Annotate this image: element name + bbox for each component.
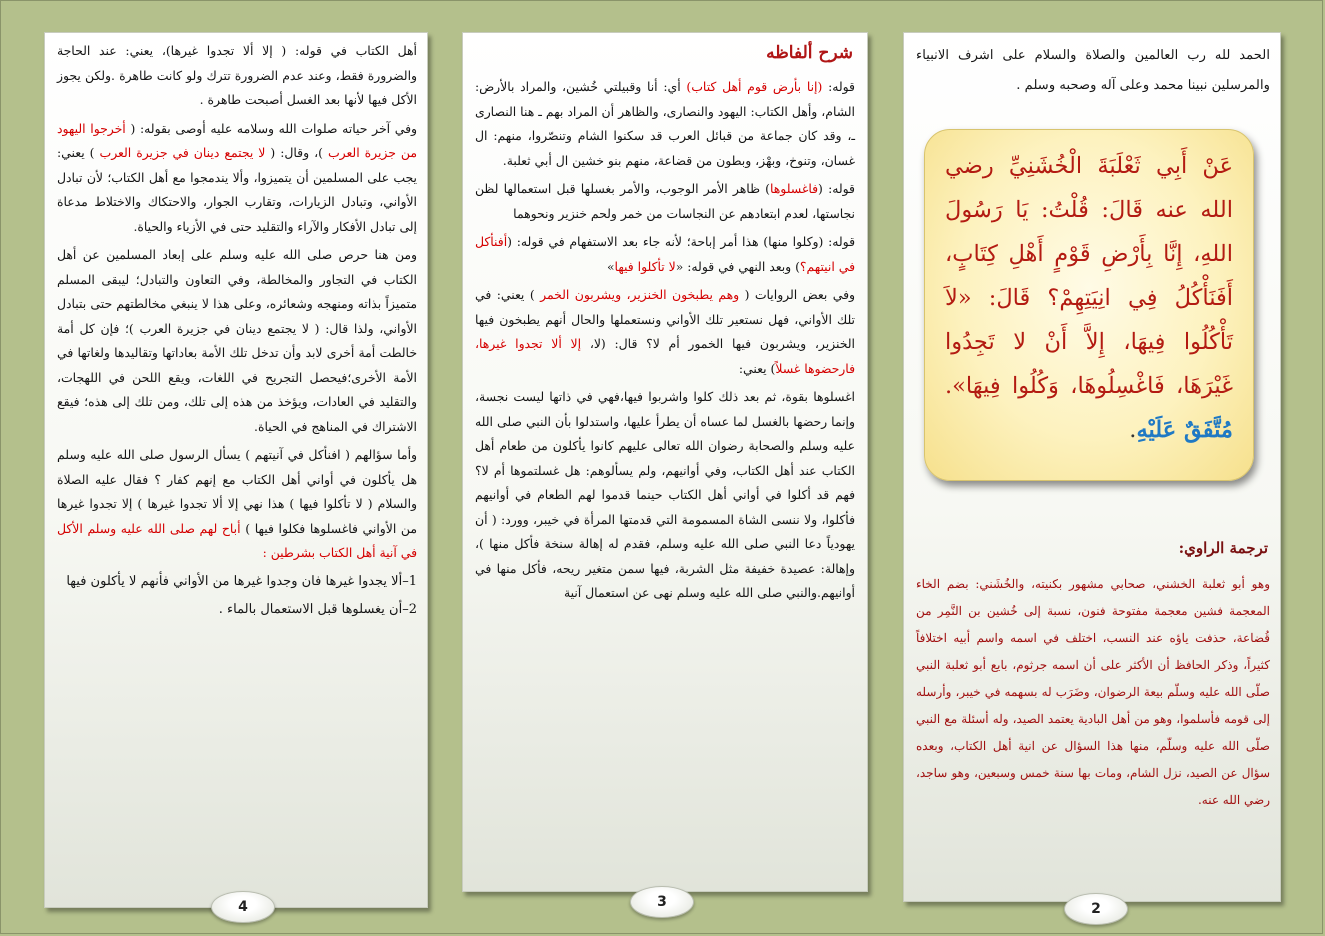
- page-3-para-2: [475, 177, 855, 226]
- page-3-para-5: اغسلوها بقوة، ثم بعد ذلك كلوا واشربوا فيها،فهي في ذاتها ليست نجسة، وإنما رحضها بالغسل لما عساه أن يطرأ عليها، واستدلوا بأن النبي صلى الله عليه وسلم والصحابة رضوان الله تعالى عليهم كانوا يأكلون من طعام أهل الكتاب عند أهل الكتاب، وفي أوانيهم، ولم يسألوهم: هل غسلتموها أم لا؟ فهم قد أكلوا في أواني أهل الكتاب حينما قدموا لهم الطعام في أوانيهم فأكلوا، ولا ننسى الشاة المسمومة التي قدمتها المرأة في خيبر، وورد: ( أن يهودياً دعا النبي صلى الله عليه وسلم، فقدم له إهالة سنخة فأكل منها )، وإهالة: عصيدة خفيفة مثل الشربة، فيها سمن متغير ريحه، فأكل منها في أوانيهم.والنبي صلى الله عليه وسلم نهى عن استعمال آنية: [475, 389, 855, 600]
- page-2-panel: [903, 32, 1281, 902]
- page-3-para-4: [475, 283, 855, 381]
- page-2-intro: الحمد لله رب العالمين والصلاة والسلام على اشرف الانبياء والمرسلين نبينا محمد وعلى آله وصحبه وسلم .: [916, 48, 1270, 93]
- hadith-quote: لا يجتمع دينان في جزيرة العرب: [99, 145, 266, 160]
- hadith-text: عَنْ أَبِي ثَعْلَبَةَ الْخُشَنِيِّ رضي الله عنه قَالَ: قُلْتُ: يَا رَسُولَ اللهِ، إِنَّا بِأَرْضِ قَوْمٍ أَهْلِ كِتَابٍ، أَفَنَأْكُلُ فِي انِيَتِهِمْ؟ قَالَ: «لاَ تَأْكُلُوا فِيهَا، إِلاَّ أَنْ لا تَجِدُوا غَيْرَهَا، فَاغْسِلُوهَا، وَكُلُوا فِيهَا».: [945, 153, 1233, 399]
- hadith-source: مُتَّفَقٌ عَلَيْهِ: [1136, 417, 1233, 443]
- page-4-panel: [44, 32, 428, 908]
- quoted-phrase: (إنا بأرض قوم أهل كتاب): [686, 79, 823, 94]
- hadith-box: [924, 129, 1254, 481]
- page-3-para-1: [475, 75, 855, 173]
- quoted-phrase: لا تأكلوا فيها: [614, 258, 676, 274]
- text-segment: ) ظاهر الأمر الوجوب، والأمر بغسلها قبل استعمالها لظن نجاستها، لعدم ابتعادهم عن النجاسات من خمر ولحم خنزير ونحوهما: [475, 181, 855, 221]
- source-period: .: [1129, 417, 1137, 443]
- page-3-para-3: [475, 230, 855, 279]
- quoted-phrase: إلا ألا تجدوا غيرها، فارحضوها غسلاً: [475, 336, 855, 376]
- quoted-phrase: أفنأكل في انيتهم؟: [475, 234, 855, 274]
- page-4-text: [57, 39, 417, 627]
- page-number-3: 3: [630, 886, 694, 918]
- bio-heading: ترجمة الراوي:: [1178, 539, 1268, 557]
- text-segment: ) يعني: يجب على المسلمين أن يتميزوا، وألا يندمجوا مع أهل الكتاب؛ لأن تبادل الأواني، وتبادل الزيارات، وتقارب الجوار، والاحتكاك والاختلاط مدعاة إلى تبادل الأفكار والآراء والتقليد حتى في الأزياء والحياة.: [57, 145, 417, 234]
- quoted-phrase: وهم يطبخون الخنزير، ويشربون الخمر: [540, 287, 740, 302]
- page-4-para-4: [57, 443, 417, 566]
- text-segment: قوله: (وكلوا منها) هذا أمر إباحة؛ لأنه جاء بعد الاستفهام في قوله: (: [507, 234, 855, 249]
- page-4-para-2: [57, 117, 417, 240]
- text-segment: وفي بعض الروايات (: [744, 287, 855, 302]
- page-4-para-3: ومن هنا حرص صلى الله عليه وسلم على إبعاد المسلمين عن أهل الكتاب في التجاور والمخالطة، وفي التعاون والتبادل؛ ليبقى المسلم متميزاً بذاته ومنهجه وشعائره، وعلى هذا لا ينبغي مخالطتهم حتى بتبادل الأواني، ولذا قال: ( لا يجتمع دينان في جزيرة العرب )؛ فإن كل أمة خالطت أمة أخرى لابد وأن تدخل تلك الأمة بعاداتها وتقاليدها ولغاتها في الأمة الأخرى؛فيحصل التجريح في اللغات، ويقع اللحن في اللهجات، والتقليد في العادات، ويؤخذ من هذه إلى تلك، ومن تلك إلى هذه؛ فيقع الاشتراك في المناهج في الحياة.: [57, 247, 417, 434]
- page-3-text: [475, 75, 855, 610]
- page-number-2: 2: [1064, 893, 1128, 925]
- quoted-phrase: فاغسلوها: [769, 181, 819, 196]
- text-segment: قوله: (: [818, 181, 855, 196]
- text-segment: »: [606, 258, 615, 274]
- narrator-biography: وهو أبو ثعلبة الخشني، صحابي مشهور بكنيته، والخُشَني: بضم الخاء المعجمة فشين معجمة مفتوحة فنون، نسبة إلى خُشين بن النَّمِر من قُضاعة، حذفت ياؤه عند النسب، اختلف في اسمه واسم أبيه اختلافاً كثيراً، وذكر الحافظ أن الأكثر على أن اسمه جرثوم، بايع أبو ثعلبة النبي صلّى الله عليه وسلّم بيعة الرضوان، وضَرَب له بسهمه في خيبر، وأرسله إلى قومه فأسلموا، وهو من أهل البادية يعتمد الصيد، وله أسئلة مع النبي صلّى الله عليه وسلّم، منها هذا السؤال عن انية أهل الكتاب، وبعده سؤال عن الصيد، نزل الشام، ومات بها سنة خمس وسبعين، وهو ساجد، رضي الله عنه.: [916, 577, 1270, 807]
- page-number-4: 4: [211, 891, 275, 923]
- condition-1: 1–ألا يجدوا غيرها فان وجدوا غيرها من الأواني فأنهم لا يأكلون فيها: [66, 573, 417, 589]
- hadith-quote: أخرجوا اليهود من جزيرة العرب: [57, 120, 417, 160]
- page-3-heading: شرح ألفاظه: [766, 43, 853, 63]
- highlighted-ruling: أباح لهم صلى الله عليه وسلم الأكل في آنية أهل الكتاب بشرطين :: [57, 520, 417, 560]
- text-segment: ) يعني:: [738, 360, 776, 376]
- page-4-para-1: أهل الكتاب في قوله: ( إلا ألا تجدوا غيرها)، يعني: عند الحاجة والضرورة فقط، وعند عدم الضرورة تترك ولو كانت طاهرة .ولكن يجوز الأكل فيها لأنها بعد الغسل أصبحت طاهرة .: [57, 43, 417, 107]
- condition-2: 2–أن يغسلوها قبل الاستعمال بالماء .: [218, 602, 417, 617]
- text-segment: )، وقال: (: [270, 145, 323, 160]
- text-segment: قوله:: [828, 79, 855, 94]
- text-segment: ) وبعد النهي في قوله: «: [675, 258, 800, 274]
- text-segment: وأما سؤالهم ( افنأكل في آنيتهم ) يسأل الرسول صلى الله عليه وسلم هل يأكلون في أواني أهل الكتاب مع إنهم كفار ؟ فقال عليه الصلاة والسلام ( لا تأكلوا فيها ) هذا نهي إلا ألا تجدوا غيرها ) إلا تجدوا غيرها من الأواني فاغسلوها فكلوا فيها ): [57, 447, 417, 536]
- text-segment: ) يعني: في تلك الأواني، فهل نستعير تلك الأواني ونستعملها والحال أنهم يطبخون فيها الخنزير، ويشربون فيها الخمور أم لا؟ قال: (لا،: [475, 287, 855, 351]
- text-segment: وفي آخر حياته صلوات الله وسلامه عليه أوصى بقوله: (: [130, 120, 417, 136]
- text-segment: أي: أنا وقبيلتي خُشين، والمراد بالأرض: الشام، وأهل الكتاب: اليهود والنصارى، والظاهر أن المراد بهم ـ هنا النصارى ـ، وقد كان جماعة من قبائل العرب قد سكنوا الشام وتنصّروا، منهم: ال غسان، وتنوخ، وبهْز، وبطون من قضاعة، منهم بنو خشين ال أبي ثعلبة.: [475, 79, 855, 168]
- page-3-panel: [462, 32, 868, 892]
